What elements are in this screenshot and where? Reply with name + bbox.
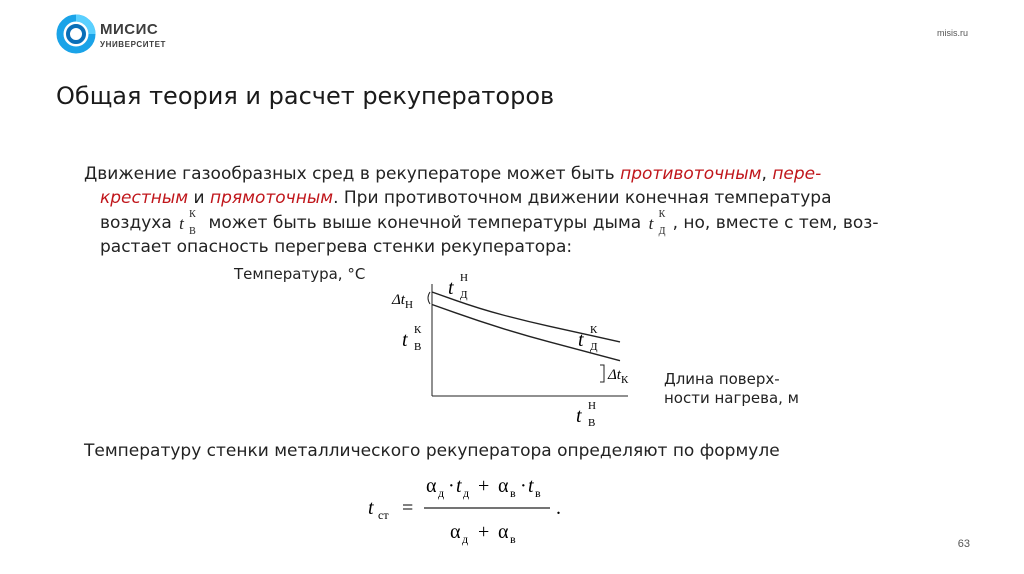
num-alpha-1-sub: д [438,486,445,500]
t-air-end-sub: В [414,341,422,353]
den-alpha-2: α [498,521,509,543]
delta-t-end-label: $\Delta t_К$ [608,367,629,386]
x-label-line-2: ности нагрева, м [664,389,799,407]
symbol-sub: Д [658,226,666,237]
paragraph-line-2 [84,186,952,210]
temperature-chart [230,262,830,440]
equals-sign: = [402,497,414,519]
t-gas-end-sup: К [590,324,598,336]
num-t-2-sub: в [535,486,541,500]
num-t-1-sub: д [463,486,470,500]
highlight-crossflow-part2: крестным [100,188,189,208]
t-gas-end-sub: Д [590,341,598,353]
formula-period: . [556,497,561,519]
chart-y-axis-label: Температура, °С [234,265,366,283]
symbol-sup: К [658,209,666,220]
lhs-t: t [368,497,374,519]
num-plus: + [478,475,490,497]
symbol-base: t [179,214,184,233]
page-number: 63 [957,538,970,550]
text-segment: . При противоточном движении конечная температура [333,188,832,208]
text-segment: и [188,188,210,208]
logo-subtitle: УНИВЕРСИТЕТ [100,40,166,49]
den-alpha-2-sub: в [510,532,516,546]
t-air-start-sup: Н [588,400,596,412]
t-gas-start-sub: Д [460,289,468,301]
text-segment: , но, вместе с тем, воз- [672,213,879,233]
university-logo[interactable] [56,14,186,58]
num-dot-1: · [448,475,455,497]
num-alpha-2-sub: в [510,486,516,500]
den-alpha-1-sub: д [462,532,469,546]
delta-t-start-label: $\Delta t_Н$ [392,292,413,311]
num-alpha-1: α [426,475,437,497]
symbol-base: t [648,214,654,233]
paragraph-line-1 [84,162,952,186]
symbol-sup: К [189,209,196,220]
t-air-start-base: t [576,405,582,427]
lhs-sub: ст [378,508,389,522]
t-gas-end-base: t [578,329,584,351]
den-alpha-1: α [450,521,461,543]
t-gas-start-base: t [448,277,454,299]
text-segment: может быть выше конечной температуры дыма [203,213,647,233]
chart-x-axis-label [664,370,799,408]
delta-h-bracket [428,292,430,304]
symbol-sub: В [189,226,196,237]
air-final-temp-symbol [177,209,203,237]
num-dot-2: · [520,475,527,497]
t-gas-start-sup: Н [460,272,468,284]
num-alpha-2: α [498,475,509,497]
num-t-2: t [528,475,534,497]
gas-final-temp-symbol [647,209,673,237]
formula-intro: Температуру стенки металлического рекуператора определяют по формуле [84,441,780,461]
text-segment: Движение газообразных сред в рекуператоре может быть [84,164,621,184]
highlight-crossflow-part1: пере- [772,164,822,184]
logo-name: МИСИС [100,21,159,38]
x-label-line-1: Длина поверх- [664,370,780,388]
wall-temperature-formula [360,466,600,552]
delta-k-bracket [600,365,604,382]
highlight-parallelflow: прямоточным [210,188,334,208]
t-air-end-sup: К [414,324,422,336]
intro-paragraph [84,162,952,259]
t-air-end-base: t [402,329,408,351]
t-air-start-sub: В [588,417,596,429]
den-plus: + [478,521,490,543]
highlight-counterflow: противоточным [620,164,762,184]
num-t-1: t [456,475,462,497]
site-link[interactable]: misis.ru [937,28,968,38]
text-segment: , [761,164,773,184]
paragraph-line-3 [84,210,952,235]
logo-ring-icon [56,14,96,54]
paragraph-line-4: растает опасность перегрева стенки рекуператора: [100,237,573,257]
slide-title: Общая теория и расчет рекуператоров [56,82,555,110]
text-segment: воздуха [100,213,178,233]
